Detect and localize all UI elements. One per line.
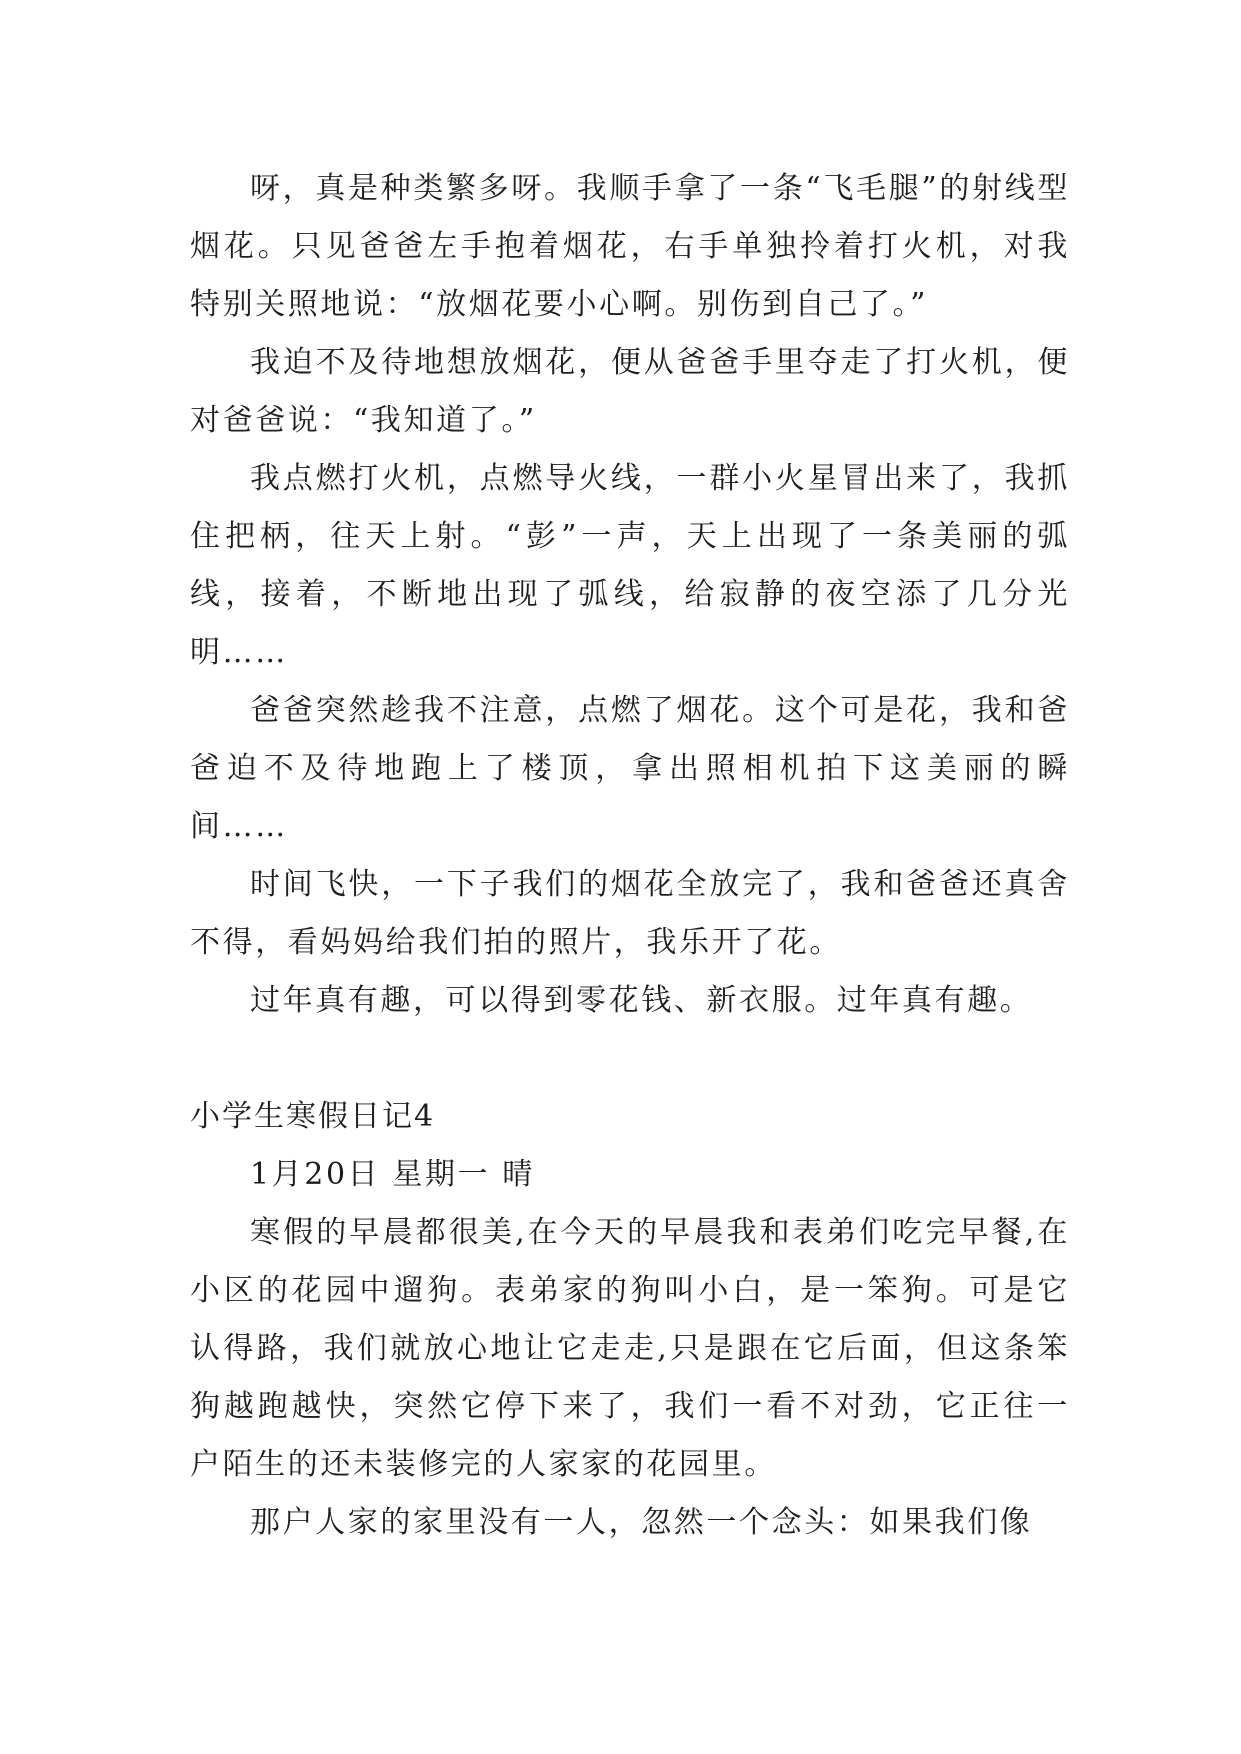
paragraph: 寒假的早晨都很美,在今天的早晨我和表弟们吃完早餐,在小区的花园中遛狗。表弟家的狗叫小白，是一笨狗。可是它认得路，我们就放心地让它走走,只是跟在它后面，但这条笨狗越跑越快，突然它停下来了，我们一看不对劲，它正往一户陌生的还未装修完的人家家的花园里。 xyxy=(190,1215,1070,1482)
date-line: 1月20日 星期一 晴 xyxy=(250,1157,535,1192)
paragraph: 我迫不及待地想放烟花，便从爸爸手里夺走了打火机，便对爸爸说：“我知道了。” xyxy=(190,345,1070,438)
paragraph: 过年真有趣，可以得到零花钱、新衣服。过年真有趣。 xyxy=(250,983,1033,1018)
document-body xyxy=(190,160,1070,1552)
paragraph: 呀，真是种类繁多呀。我顺手拿了一条“飞毛腿”的射线型烟花。只见爸爸左手抱着烟花，右手单独拎着打火机，对我特别关照地说：“放烟花要小心啊。别伤到自己了。” xyxy=(190,171,1070,322)
paragraph: 爸爸突然趁我不注意，点燃了烟花。这个可是花，我和爸爸迫不及待地跑上了楼顶，拿出照相机拍下这美丽的瞬间…… xyxy=(190,693,1070,844)
section-title: 小学生寒假日记4 xyxy=(190,1099,436,1134)
paragraph: 我点燃打火机，点燃导火线，一群小火星冒出来了，我抓住把柄，往天上射。“彭”一声，天上出现了一条美丽的弧线，接着，不断地出现了弧线，给寂静的夜空添了几分光明…… xyxy=(190,461,1070,670)
paragraph: 时间飞快，一下子我们的烟花全放完了，我和爸爸还真舍不得，看妈妈给我们拍的照片，我乐开了花。 xyxy=(190,867,1070,960)
paragraph: 那户人家的家里没有一人，忽然一个念头：如果我们像 xyxy=(250,1505,1033,1540)
